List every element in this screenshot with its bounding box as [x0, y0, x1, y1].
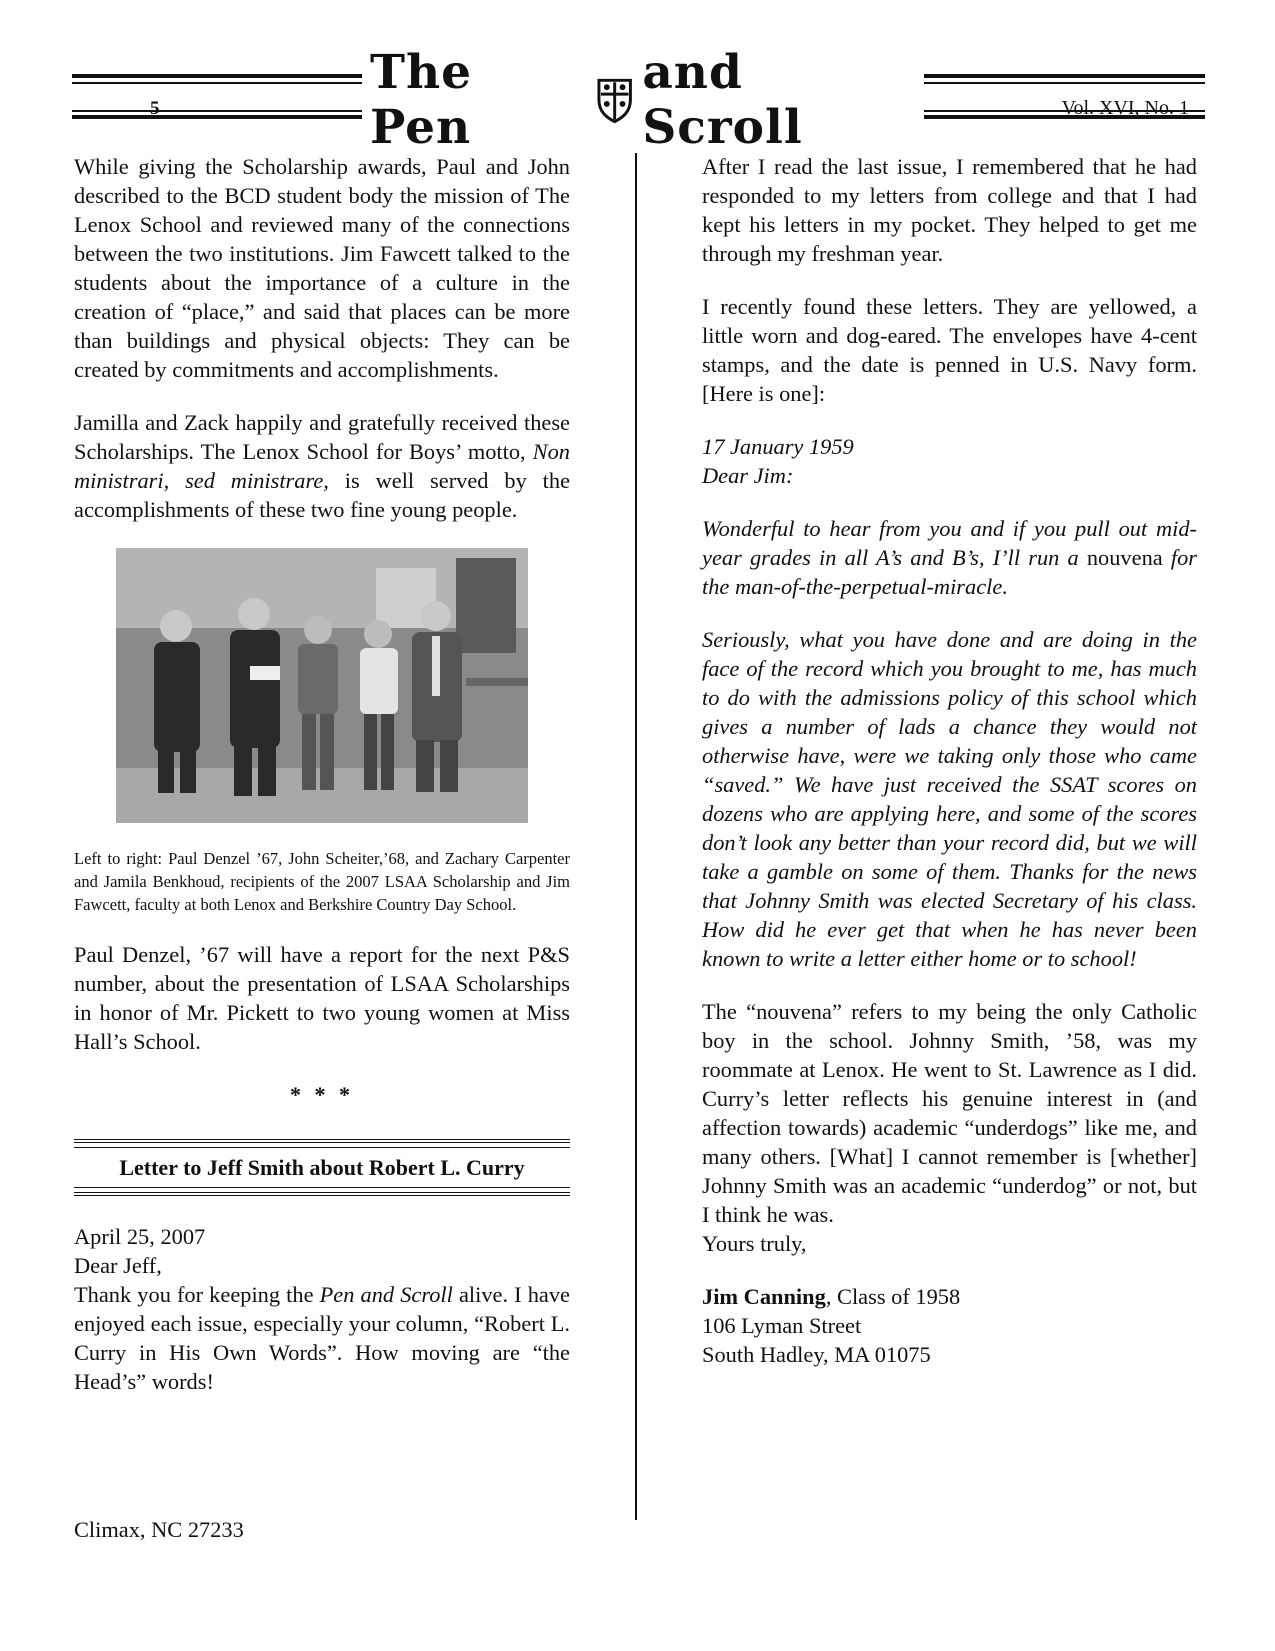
address-city: South Hadley, MA 01075 — [702, 1342, 931, 1367]
group-photo-image — [116, 548, 528, 823]
quoted-letter-p1-tail: for the man-of-the-perpetual-miracle. — [702, 545, 1197, 599]
masthead-rule-left — [72, 74, 362, 120]
thank-you-lead: Thank you for keeping the — [74, 1282, 320, 1307]
masthead — [72, 45, 1205, 155]
paragraph-nouvena-explained: The “nouvena” refers to my being the only Catholic boy in the school. Johnny Smith, ’58, was my roommate at Lenox. He went to St. Lawrence as I did. Curry’s letter reflects his genuine interest in (and affection towards) academic “underdogs” like me, and many others. [What] I cannot remember is [whether] Johnny Smith was an academic “underdog” or not, but I think he was. — [702, 999, 1197, 1227]
section-heading: Letter to Jeff Smith about Robert L. Curry — [74, 1147, 570, 1188]
volume-issue: Vol. XVI, No. 1 — [1061, 97, 1189, 119]
quoted-letter-paragraph-1 — [702, 514, 1197, 601]
letter-date: April 25, 2007 — [74, 1224, 206, 1249]
section-heading-box — [74, 1139, 570, 1196]
title-part-1: The Pen — [370, 45, 473, 155]
footer-address: Climax, NC 27233 — [74, 1517, 244, 1542]
newsletter-title — [370, 45, 916, 155]
letter-salutation: Dear Jeff, — [74, 1253, 162, 1278]
paragraph-scholarship-awards: While giving the Scholarship awards, Paul and John described to the BCD student body the mission of The Lenox School and reviewed many of the connections between the two institutions. Jim Fawcett talked to the students about the importance of a culture in the creation of “place,” and said that places can be more than buildings and physical objects: They can be created by commitments and accomplishments. — [74, 154, 570, 382]
quoted-letter-p1-lead: Wonderful to hear from you and if you pull out mid-year grades in all A’s and B’s, I’ll run a — [702, 516, 1197, 570]
signature-class: , Class of 1958 — [825, 1284, 961, 1309]
publication-name: Pen and Scroll — [319, 1282, 453, 1307]
photo-caption: Left to right: Paul Denzel ’67, John Scheiter,’68, and Zachary Carpenter and Jamila Benkhoud, recipients of the 2007 LSAA Scholarship and Jim Fawcett, faculty at both Lenox and Berkshire Country Day School. — [74, 849, 570, 914]
quoted-letter-salutation: Dear Jim: — [702, 463, 794, 488]
quoted-letter-paragraph-2: Seriously, what you have done and are doing in the face of the record which you brought to me, has much to do with the admissions policy of this school which gives a number of lads a chance they would not otherwise have, were we taking only those who came “saved.” We have just received the SSAT scores on dozens who are applying here, and some of the scores don’t look any better than your record did, but we will take a gamble on some of them. Thanks for the news that Johnny Smith was elected Secretary of his class. How did he ever get that when he has never been known to write a letter either home or to school! — [702, 627, 1197, 971]
quoted-letter-date: 17 January 1959 — [702, 434, 854, 459]
paragraph-motto — [74, 408, 570, 524]
paragraph-found-letters: I recently found these letters. They are yellowed, a little worn and dog-eared. The envelopes have 4-cent stamps, and the date is penned in U.S. Navy form. [Here is one]: — [702, 294, 1197, 406]
closing: Yours truly, — [702, 1231, 807, 1256]
column-divider — [635, 153, 637, 1520]
left-column — [74, 152, 570, 1420]
shield-crest-icon — [595, 76, 634, 124]
paragraph-denzel-report: Paul Denzel, ’67 will have a report for the next P&S number, about the presentation of LSAA Scholarships in honor of Mr. Pickett to two young women at Miss Hall’s School. — [74, 942, 570, 1054]
paragraph-last-issue: After I read the last issue, I remembered that he had responded to my letters from college and that I had kept his letters in my pocket. They helped to get me through my freshman year. — [702, 154, 1197, 266]
thank-you-tail: alive. I have enjoyed each issue, especially your column, “Robert L. Curry in His Own Words”. How moving are “the Head’s” words! — [74, 1282, 570, 1394]
signature-name: Jim Canning — [702, 1284, 826, 1309]
school-motto: Non ministrari, sed ministrare, — [74, 439, 570, 493]
page-number: 5 — [150, 98, 160, 119]
title-part-2: and Scroll — [642, 45, 803, 155]
address-street: 106 Lyman Street — [702, 1313, 862, 1338]
masthead-rule-right — [924, 74, 1205, 120]
right-column — [702, 152, 1197, 1369]
nouvena-word: nouvena — [1086, 545, 1163, 570]
paragraph-thank-you — [74, 1280, 570, 1396]
motto-tail: is well served by the accomplishments of these two fine young people. — [74, 468, 571, 522]
motto-lead: Jamilla and Zack happily and gratefully received these Scholarships. The Lenox School for Boys’ motto, — [74, 410, 570, 464]
section-separator: * * * — [290, 1082, 354, 1107]
signature-line — [702, 1282, 1197, 1311]
group-photo — [116, 548, 528, 823]
